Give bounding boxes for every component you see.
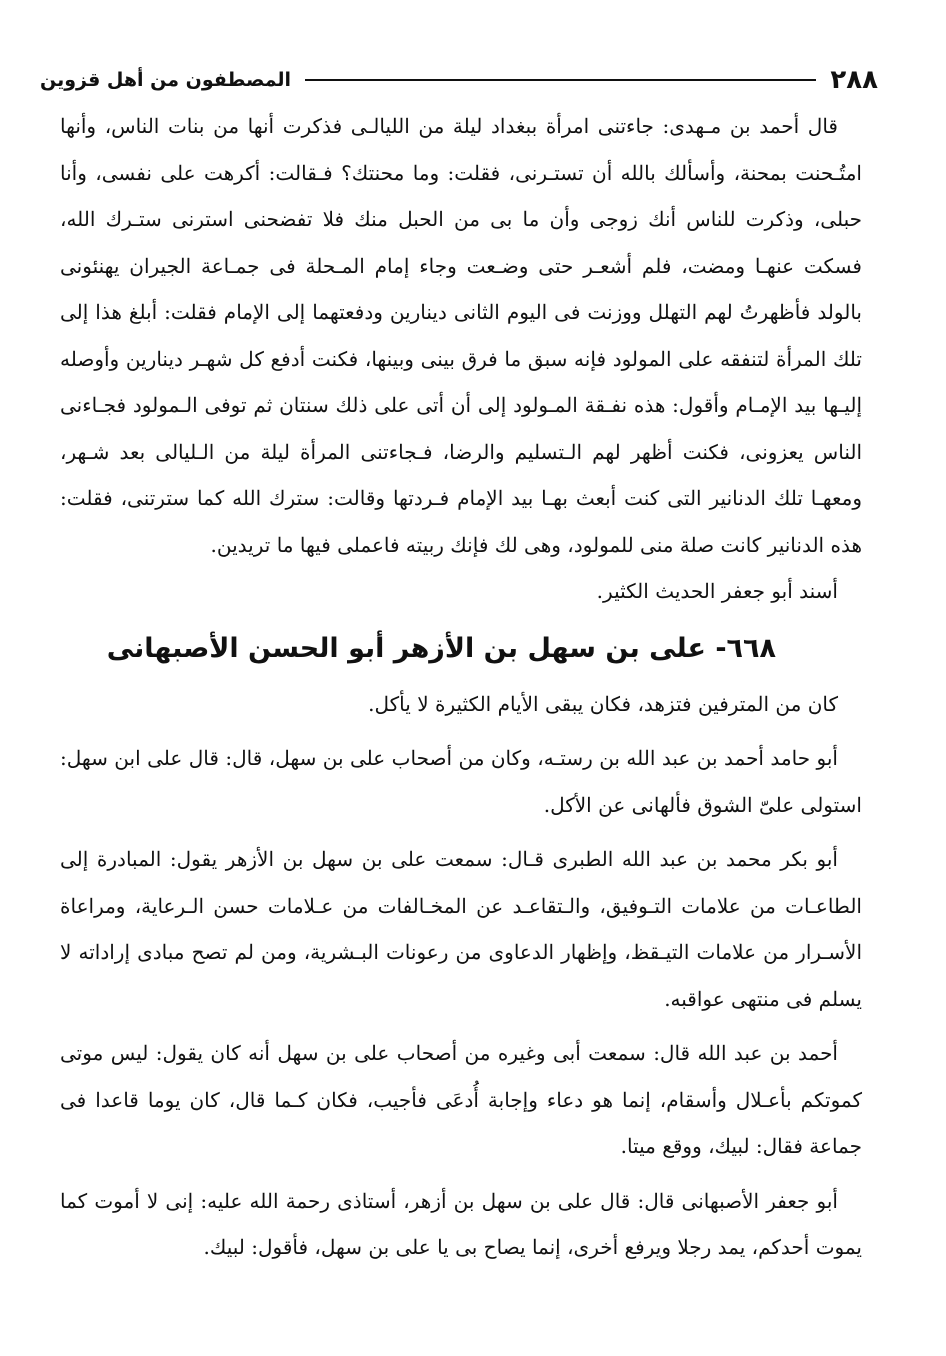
paragraph-ahmad-ibn-mahdi-story: قال أحمد بن مـهدى: جاءتنى امرأة ببغداد ليلة من الليالـى فذكرت أنها من بنات الناس، وأنها امتُـحنت بمحنة، وأسألك بالله أن تستـرنى، فقلت: وما محنتك؟ فـقالت: أكرهت على نفسى، وأنا حبلى، وذكرت للناس أنك زوجى وأن ما بى من الحبل منك فلا تفضحنى استرنى ستـرك الله، فسكت عنهـا ومضت، فلم أشعـر حتى وضـعت وجاء إمام المـحلة فى جمـاعة الجيران يهنئونى بالولد فأظهرتُ لهم التهلل ووزنت فى اليوم الثانى دينارين ودفعتهما إلى الإمام فقلت: أبلغ هذا إلى تلك المرأة لتنفقه على المولود فإنه سبق ما فرق بينى وبينها، فكنت أدفع كل شهـر دينارين وأوصله إليـها بيد الإمـام وأقول: هذه نفـقة المـولود إلى أن أتى على ذلك سنتان ثم توفى الـمولود فجـاءنى الناس يعزونى، فكنت أظهر لهم الـتسليم والرضا، فـجاءتنى المرأة ليلة من الـليالى بعد شـهر، ومعهـا تلك الدنانير التى كنت أبعث بهـا بيد الإمام فـردتها وقالت: سترك الله كما سترتنى، فقلت: هذه الدنانير كانت صلة منى للمولود، وهى لك فإنك ربيته فاعملى فيها ما تريدين. xyxy=(60,114,862,557)
running-title: المصطفون من أهل قزوين xyxy=(40,69,292,91)
paragraph-abu-jafar-note: أسند أبو جعفر الحديث الكثير. xyxy=(596,579,838,603)
page-number: ٢٨٨ xyxy=(830,65,878,95)
running-header xyxy=(40,58,878,102)
paragraph-ahmad-ibn-abdullah-report: أحمد بن عبد الله قال: سمعت أبى وغيره من أصحاب على بن سهل أنه كان يقول: ليس موتى كموتكم بأعـلال وأسقام، إنما هو دعاء وإجابة أُدعَى فأجيب، فكان كـما قال، كان يوما قاعدا فى جماعة فقال: لبيك، ووقع ميتا. xyxy=(60,1041,862,1158)
entry-heading-668: ٦٦٨- على بن سهل بن الأزهر أبو الحسن الأصبهانى xyxy=(106,632,776,664)
paragraph-abu-hamid-report: أبو حامد أحمد بن عبد الله بن رستـه، وكان من أصحاب على بن سهل، قال: قال على ابن سهل: استولى علىّ الشوق فألهانى عن الأكل. xyxy=(60,746,862,817)
paragraph-abu-jafar-isfahani-report: أبو جعفر الأصبهانى قال: قال على بن سهل بن أزهر، أستاذى رحمة الله عليه: إنى لا أموت كما يموت أحدكم، يمد رجلا ويرفع أخرى، إنما يصاح بى يا على بن سهل، فأقول: لبيك. xyxy=(60,1188,862,1259)
paragraph-ascetic-intro: كان من المترفين فتزهد، فكان يبقى الأيام الكثيرة لا يأكل. xyxy=(368,691,838,716)
page-body xyxy=(60,103,862,1271)
header-rule xyxy=(305,79,816,81)
paragraph-abu-bakr-tabari-report: أبو بكر محمد بن عبد الله الطبرى قـال: سمعت على بن سهل بن الأزهر يقول: المبادرة إلى الطاعـات من علامات التـوفيق، والـتقاعـد عن المخـالفات من عـلامات حسن الـرعاية، ومراعاة الأسـرار من علامات التيـقظ، وإظهار الدعاوى من رعونات البـشرية، ومن لم تصح مبادى إراداته لا يسلم فى منتهى عواقبه. xyxy=(60,847,862,1011)
